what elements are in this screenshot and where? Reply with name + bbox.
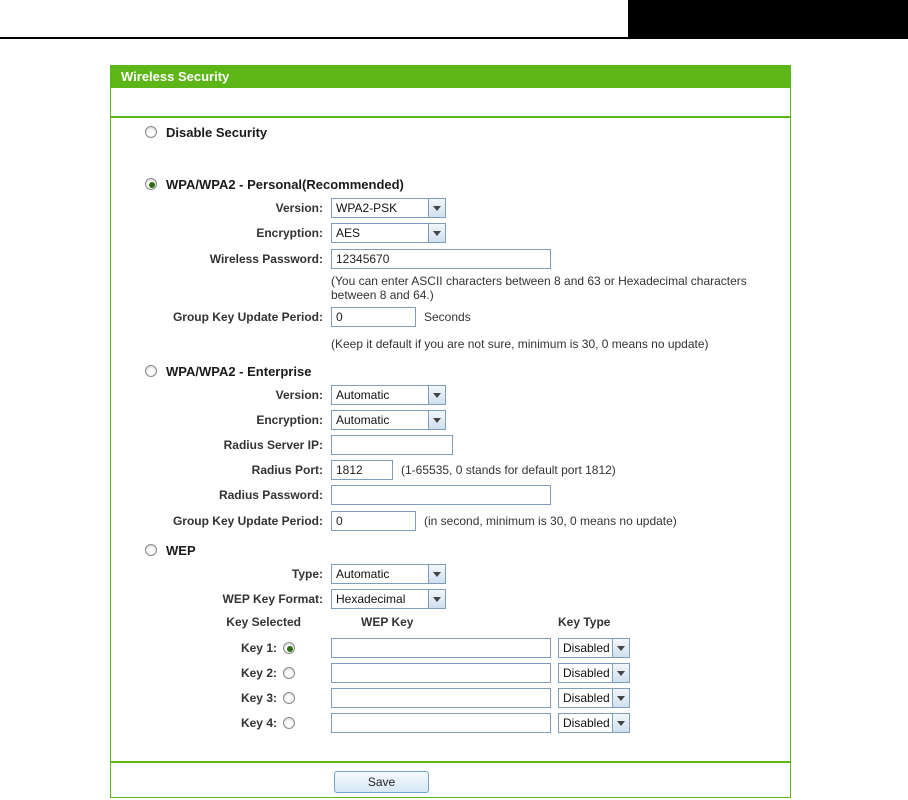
wep-key-3-type-value: Disabled: [563, 691, 610, 705]
wep-key-1-type-value: Disabled: [563, 641, 610, 655]
radius-server-ip-input[interactable]: [331, 435, 453, 455]
wep-key-4-input[interactable]: [331, 713, 551, 733]
wep-key-3-input[interactable]: [331, 688, 551, 708]
personal-encryption-label: Encryption:: [256, 226, 323, 240]
wep-key-3-row: [111, 688, 790, 708]
wep-key-2-type-select[interactable]: [558, 663, 630, 683]
enterprise-encryption-value: Automatic: [336, 413, 390, 427]
wep-radio[interactable]: [145, 544, 157, 556]
personal-group-key-row: [111, 307, 790, 327]
radius-server-ip-label: Radius Server IP:: [223, 438, 323, 452]
chevron-down-icon: [428, 386, 445, 404]
divider-bottom: [111, 761, 790, 763]
wep-key-3-radio[interactable]: [283, 692, 295, 704]
wep-type-select[interactable]: [331, 564, 446, 584]
personal-version-value: WPA2-PSK: [336, 201, 398, 215]
wep-label: WEP: [166, 542, 196, 558]
radius-password-row: [111, 485, 790, 505]
document-header-black-block: [628, 0, 908, 39]
radius-port-input[interactable]: [331, 460, 393, 480]
enterprise-version-value: Automatic: [336, 388, 390, 402]
chevron-down-icon: [428, 565, 445, 583]
chevron-down-icon: [428, 590, 445, 608]
enterprise-group-key-input[interactable]: [331, 511, 416, 531]
chevron-down-icon: [428, 199, 445, 217]
wep-key-table-header: [111, 615, 790, 631]
personal-encryption-select[interactable]: [331, 223, 446, 243]
personal-version-row: [111, 198, 790, 218]
wep-key-3-label: Key 3:: [240, 691, 277, 705]
wep-key-format-row: [111, 589, 790, 609]
wpa-enterprise-radio[interactable]: [145, 365, 157, 377]
wireless-security-panel: [110, 65, 791, 798]
enterprise-version-label: Version:: [275, 388, 323, 402]
wireless-password-row: [111, 249, 790, 269]
wep-type-row: [111, 564, 790, 584]
radius-server-ip-row: [111, 435, 790, 455]
chevron-down-icon: [612, 639, 629, 657]
enterprise-encryption-label: Encryption:: [256, 413, 323, 427]
wep-key-format-label: WEP Key Format:: [222, 592, 323, 606]
wep-key-4-label: Key 4:: [240, 716, 277, 730]
col-key-selected: Key Selected: [226, 615, 301, 629]
wep-key-1-type-select[interactable]: [558, 638, 630, 658]
wpa-personal-label: WPA/WPA2 - Personal(Recommended): [166, 176, 404, 192]
wep-key-2-input[interactable]: [331, 663, 551, 683]
personal-encryption-value: AES: [336, 226, 361, 240]
wep-key-4-row: [111, 713, 790, 733]
wep-type-label: Type:: [291, 567, 323, 581]
enterprise-group-key-row: [111, 511, 790, 531]
wep-option[interactable]: [145, 542, 196, 558]
save-button[interactable]: Save: [334, 771, 429, 793]
wep-key-4-radio[interactable]: [283, 717, 295, 729]
wireless-password-input[interactable]: [331, 249, 551, 269]
disable-security-radio[interactable]: [145, 126, 157, 138]
disable-security-label: Disable Security: [166, 124, 268, 140]
wep-key-1-input[interactable]: [331, 638, 551, 658]
personal-encryption-row: [111, 223, 790, 243]
wep-key-1-row: [111, 638, 790, 658]
page-title: Wireless Security: [111, 66, 790, 88]
enterprise-encryption-row: [111, 410, 790, 430]
radius-port-label: Radius Port:: [251, 463, 323, 477]
enterprise-version-row: [111, 385, 790, 405]
wpa-enterprise-option[interactable]: [145, 363, 311, 379]
chevron-down-icon: [428, 224, 445, 242]
personal-group-key-note: (Keep it default if you are not sure, minimum is 30, 0 means no update): [331, 337, 709, 351]
radius-port-row: [111, 460, 790, 480]
wireless-password-note: (You can enter ASCII characters between 8 and 63 or Hexadecimal characters between 8 and 64.): [331, 274, 747, 302]
wep-key-format-select[interactable]: [331, 589, 446, 609]
enterprise-group-key-label: Group Key Update Period:: [172, 514, 323, 528]
chevron-down-icon: [428, 411, 445, 429]
wpa-enterprise-label: WPA/WPA2 - Enterprise: [166, 363, 312, 379]
chevron-down-icon: [612, 714, 629, 732]
enterprise-version-select[interactable]: [331, 385, 446, 405]
wireless-password-label: Wireless Password:: [209, 252, 323, 266]
chevron-down-icon: [612, 689, 629, 707]
personal-version-select[interactable]: [331, 198, 446, 218]
wep-type-value: Automatic: [336, 567, 390, 581]
col-key-type: Key Type: [558, 615, 611, 629]
wep-key-1-radio[interactable]: [283, 642, 295, 654]
wep-key-4-type-value: Disabled: [563, 716, 610, 730]
divider-top: [111, 116, 790, 118]
wpa-personal-option[interactable]: [145, 176, 404, 192]
personal-group-key-input[interactable]: [331, 307, 416, 327]
enterprise-group-key-note: (in second, minimum is 30, 0 means no update): [424, 514, 677, 528]
wep-key-2-type-value: Disabled: [563, 666, 610, 680]
wpa-personal-radio[interactable]: [145, 178, 157, 190]
wep-key-format-value: Hexadecimal: [336, 592, 406, 606]
col-wep-key: WEP Key: [361, 615, 414, 629]
wep-key-2-row: [111, 663, 790, 683]
enterprise-encryption-select[interactable]: [331, 410, 446, 430]
radius-port-note: (1-65535, 0 stands for default port 1812): [401, 463, 616, 477]
wep-key-3-type-select[interactable]: [558, 688, 630, 708]
chevron-down-icon: [612, 664, 629, 682]
radius-password-input[interactable]: [331, 485, 551, 505]
wep-key-2-radio[interactable]: [283, 667, 295, 679]
personal-group-key-label: Group Key Update Period:: [172, 310, 323, 324]
personal-version-label: Version:: [275, 201, 323, 215]
wep-key-4-type-select[interactable]: [558, 713, 630, 733]
wep-key-2-label: Key 2:: [240, 666, 277, 680]
wep-key-1-label: Key 1:: [240, 641, 277, 655]
disable-security-option[interactable]: [145, 124, 267, 140]
personal-group-key-unit: Seconds: [424, 310, 471, 324]
radius-password-label: Radius Password:: [218, 488, 323, 502]
